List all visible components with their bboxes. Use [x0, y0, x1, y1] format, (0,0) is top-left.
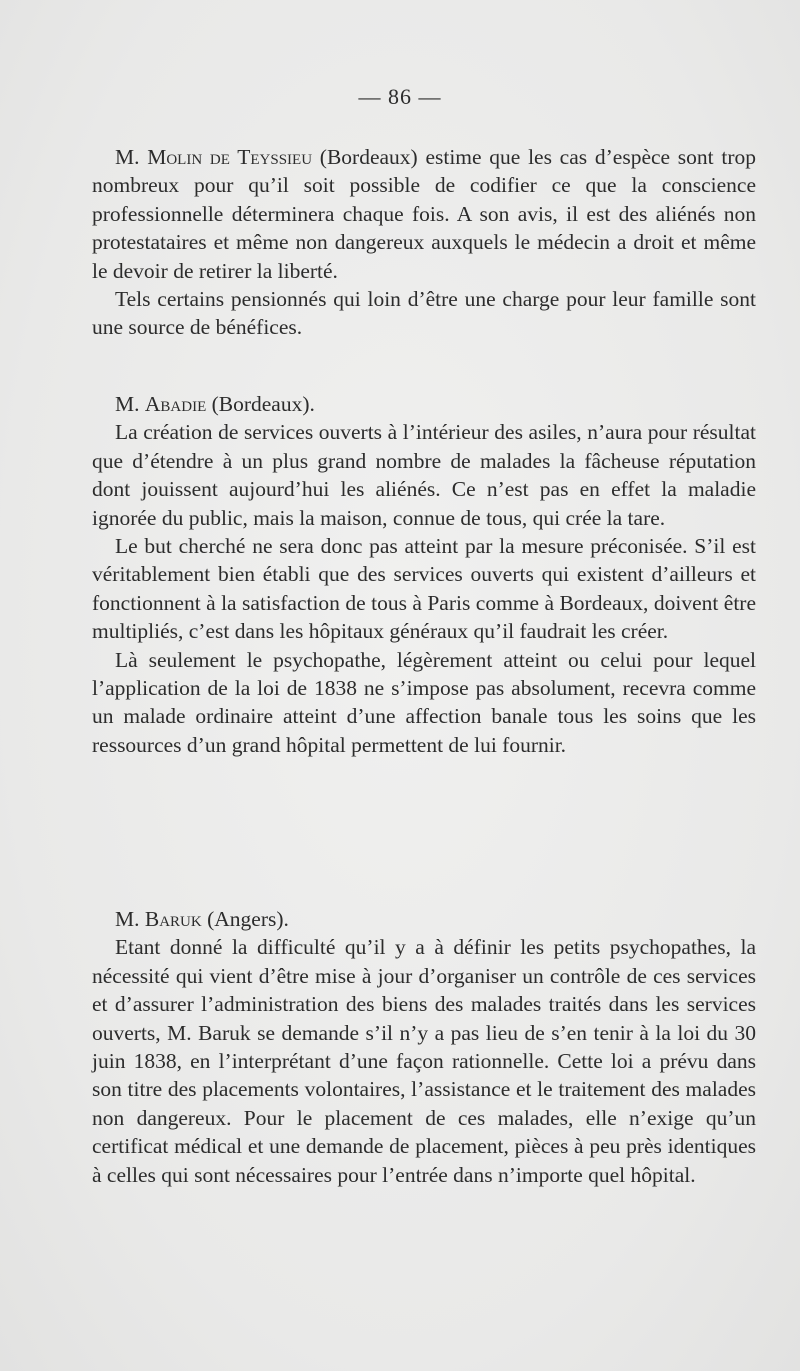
section-molin-de-teyssieu [92, 143, 756, 342]
speaker-title: M. [115, 392, 140, 416]
speaker-place: (Bordeaux). [211, 392, 315, 416]
speaker-place: (Bordeaux) [319, 145, 418, 169]
section-abadie [92, 390, 756, 759]
speaker-title: M. [115, 145, 140, 169]
paragraph [92, 143, 756, 285]
speaker-place: (Angers). [207, 907, 289, 931]
paragraph: Tels certains pensionnés qui loin d’être une charge pour leur famille sont une source de bénéfices. [92, 287, 756, 340]
paragraph: Le but cherché ne sera donc pas atteint par la mesure préconisée. S’il est véritablement bien établi que des services ouverts qui existent d’ailleurs et fonctionnent à la satisfaction de tous à Paris comme à Bordeaux, doivent être multipliés, c’est dans les hôpitaux généraux qu’il faudrait les créer. [92, 534, 756, 644]
speaker-name: Baruk [144, 907, 202, 931]
speaker-heading [92, 905, 756, 933]
paragraph: Là seulement le psychopathe, légèrement atteint ou celui pour lequel l’application de la loi de 1838 ne s’impose pas absolument, recevra comme un malade ordinaire atteint d’une affection banale tous les soins que les ressources d’un grand hôpital permettent de lui fournir. [92, 647, 756, 757]
paragraph: Etant donné la difficulté qu’il y a à définir les petits psychopathes, la nécessité qui vient d’être mise à jour d’organiser un contrôle de ces services et d’assurer l’administration des biens des malades traités dans les services ouverts, M. Baruk se demande s’il n’y a pas lieu de s’en tenir à la loi du 30 juin 1838, en l’interprétant d’une façon rationnelle. Cette loi a prévu dans son titre des placements volontaires, l’assistance et le traitement des malades non dangereux. Pour le placement de ces malades, elle n’exige qu’un certificat médical et une demande de placement, pièces à peu près identiques à celles qui sont nécessaires pour l’entrée dans n’importe quel hôpital. [92, 935, 756, 1187]
section-baruk [92, 905, 756, 1189]
speaker-name: Abadie [144, 392, 207, 416]
speaker-title: M. [115, 907, 140, 931]
speaker-heading [92, 390, 756, 418]
paragraph: La création de services ouverts à l’intérieur des asiles, n’aura pour résultat que d’étendre à un plus grand nombre de malades la fâcheuse réputation dont jouissent aujourd’hui les aliénés. Ce n’est pas en effet la maladie ignorée du public, mais la maison, connue de tous, qui crée la tare. [92, 420, 756, 530]
paragraph-text: estime que les cas d’espèce sont trop nombreux pour qu’il soit possible de codifier ce que la conscience professionnelle déterminera chaque fois. A son avis, il est des aliénés non protestataires et même non dangereux auxquels le médecin a droit et même le devoir de retirer la liberté. [92, 145, 757, 283]
page-number: — 86 — [358, 84, 442, 109]
speaker-name: Molin de Teyssieu [147, 145, 313, 169]
